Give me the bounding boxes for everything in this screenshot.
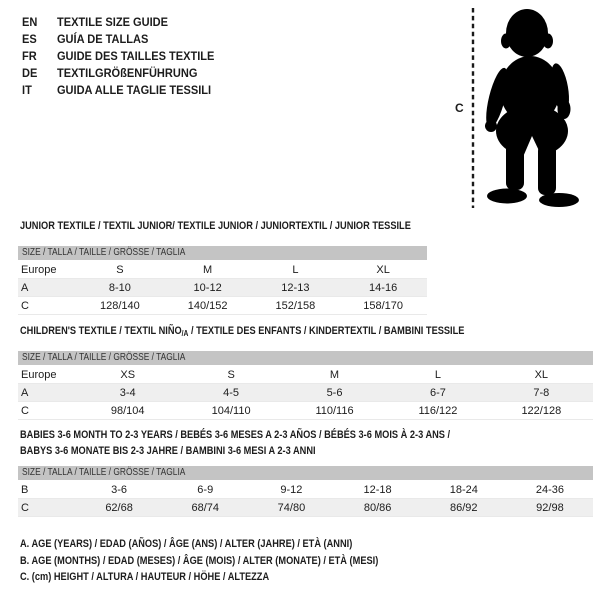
table-cell: 152/158 xyxy=(275,299,316,312)
table-cell: 9-12 xyxy=(280,483,303,496)
size-header-bar xyxy=(18,351,593,365)
table-cell: 4-5 xyxy=(223,386,240,399)
language-guide-title: TEXTILE SIZE GUIDE xyxy=(56,15,168,29)
table-cell: XS xyxy=(120,368,136,381)
table-cell: 6-9 xyxy=(197,483,214,496)
table-cell: 7-8 xyxy=(533,386,550,399)
table-cell: 86/92 xyxy=(450,501,478,514)
language-code: FR xyxy=(22,49,37,63)
row-label: A xyxy=(21,281,29,294)
table-cell: 3-6 xyxy=(111,483,128,496)
table-row-age-months xyxy=(18,481,593,499)
table-cell: 12-13 xyxy=(281,281,310,294)
row-label: C xyxy=(21,299,29,312)
language-code: IT xyxy=(22,83,32,97)
table-cell: L xyxy=(434,368,441,381)
table-cell: 6-7 xyxy=(429,386,446,399)
table-cell: M xyxy=(329,368,340,381)
table-cell: S xyxy=(116,263,124,276)
children-size-table xyxy=(18,351,593,420)
size-header-text: SIZE / TALLA / TAILLE / GRÖSSE / TAGLIA xyxy=(22,467,186,478)
table-cell: 116/122 xyxy=(418,404,458,417)
title-subscript: /A xyxy=(181,329,189,338)
table-cell: XL xyxy=(376,263,390,276)
language-guide-title: GUIDE DES TAILLES TEXTILE xyxy=(56,49,215,63)
language-code: DE xyxy=(22,66,38,80)
row-label: C xyxy=(21,404,29,417)
table-cell: 80/86 xyxy=(363,501,392,514)
footnote-c: C. (cm) HEIGHT / ALTURA / HAUTEUR / HÖHE / ALTEZZA xyxy=(20,571,270,583)
footnote-a: A. AGE (YEARS) / EDAD (AÑOS) / ÂGE (ANS) / ALTER (JAHRE) / ETÀ (ANNI) xyxy=(20,538,353,550)
row-label: A xyxy=(21,386,29,399)
language-row xyxy=(22,82,214,99)
baby-height-figure xyxy=(440,0,600,214)
row-label: B xyxy=(21,483,29,496)
table-cell: 18-24 xyxy=(449,483,478,496)
language-row xyxy=(22,31,214,48)
table-cell: 140/152 xyxy=(187,299,228,312)
table-cell: 24-36 xyxy=(535,483,565,496)
language-code: ES xyxy=(22,32,37,46)
language-title-list xyxy=(22,14,214,99)
row-label: C xyxy=(21,501,29,514)
table-row-sizes xyxy=(18,261,427,279)
table-cell: M xyxy=(203,263,213,276)
table-cell: 14-16 xyxy=(369,281,398,294)
table-cell: L xyxy=(292,263,299,276)
height-measure-label: C xyxy=(455,101,464,115)
row-label: Europe xyxy=(21,368,57,381)
table-cell: 3-4 xyxy=(119,386,136,399)
table-row-height xyxy=(18,297,427,315)
table-cell: 122/128 xyxy=(521,404,562,417)
table-cell: 128/140 xyxy=(99,299,140,312)
table-cell: 10-12 xyxy=(193,281,222,294)
title-line: BABIES 3-6 MONTH TO 2-3 YEARS / BEBÉS 3-6 MESES A 2-3 AÑOS / BÉBÉS 3-6 MOIS À 2-3 ANS / xyxy=(20,429,451,441)
language-guide-title: TEXTILGRÖßENFÜHRUNG xyxy=(56,66,198,80)
babies-table-title xyxy=(20,427,532,459)
table-cell: 68/74 xyxy=(191,501,220,514)
language-row xyxy=(22,65,214,82)
footnote-b: B. AGE (MONTHS) / EDAD (MESES) / ÂGE (MOIS) / ALTER (MONATE) / ETÀ (MESI) xyxy=(20,554,379,567)
row-label: Europe xyxy=(21,263,57,276)
table-cell: 92/98 xyxy=(536,501,564,514)
title-text: / TEXTILE DES ENFANTS / KINDERTEXTIL / BAMBINI TESSILE xyxy=(188,325,465,337)
table-cell: 98/104 xyxy=(110,404,145,417)
table-row-height xyxy=(18,402,593,420)
size-header-text: SIZE / TALLA / TAILLE / GRÖSSE / TAGLIA xyxy=(22,352,186,363)
table-cell: 104/110 xyxy=(211,404,251,417)
size-header-text: SIZE / TALLA / TAILLE / GRÖSSE / TAGLIA xyxy=(22,247,186,258)
table-cell: 62/68 xyxy=(105,501,133,514)
language-guide-title: GUIDA ALLE TAGLIE TESSILI xyxy=(56,83,212,97)
legend-footnotes xyxy=(20,536,447,586)
table-row-age xyxy=(18,384,593,402)
children-table-title xyxy=(20,325,464,338)
language-guide-title: GUÍA DE TALLAS xyxy=(56,32,149,46)
title-line: BABYS 3-6 MONATE BIS 2-3 JAHRE / BAMBINI 3-6 MESI A 2-3 ANNI xyxy=(20,445,316,457)
table-cell: 110/116 xyxy=(315,404,354,417)
baby-silhouette-icon xyxy=(480,8,596,208)
junior-table-title: JUNIOR TEXTILE / TEXTIL JUNIOR/ TEXTILE JUNIOR / JUNIORTEXTIL / JUNIOR TESSILE xyxy=(20,220,411,232)
table-row-sizes xyxy=(18,366,593,384)
table-cell: 158/170 xyxy=(363,299,403,312)
language-code: EN xyxy=(22,15,38,29)
table-cell: 8-10 xyxy=(108,281,131,294)
table-cell: 5-6 xyxy=(326,386,343,399)
table-cell: S xyxy=(227,368,235,381)
language-row xyxy=(22,48,214,65)
table-cell: 12-18 xyxy=(363,483,392,496)
height-dashed-line xyxy=(471,8,475,208)
title-text: CHILDREN'S TEXTILE / TEXTIL NIÑO xyxy=(20,325,182,337)
table-row-height xyxy=(18,499,593,517)
table-row-age xyxy=(18,279,427,297)
table-cell: 74/80 xyxy=(277,501,306,514)
table-cell: XL xyxy=(534,368,549,381)
language-row xyxy=(22,14,214,31)
junior-size-table xyxy=(18,246,427,315)
size-header-bar xyxy=(18,246,427,260)
size-header-bar xyxy=(18,466,593,480)
babies-size-table xyxy=(18,466,593,517)
